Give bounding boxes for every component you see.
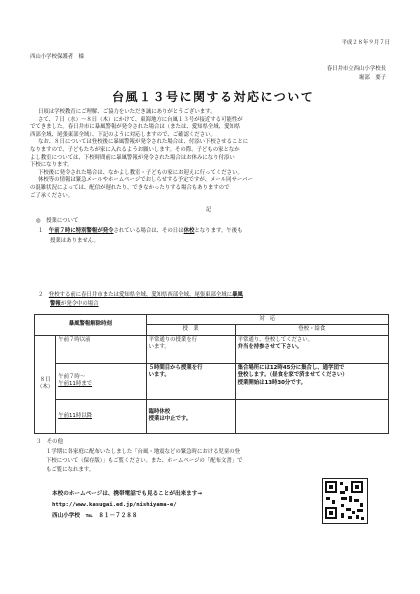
table-row-commute [235,363,388,399]
storm-text: 暴風 [232,292,243,298]
intro-line: 日頃は学校教育にご理解、ご協力をいただき誠にありがとうございます。 [38,109,216,115]
commute-line: 授業開始は13時30分です。 [237,379,307,386]
principal-name: 堀部 要子 [359,75,386,81]
table-row-time: 午前11時以降 [56,399,146,433]
table-header-time: 暴風警報解除時刻 [35,315,147,336]
intro-line: ご了承ください。 [30,192,74,199]
footer-mobile-note: 本校のホームページは、携帯電話でも見ることが出来ます→ [52,491,203,497]
class-line: ５時間目から授業を行 [148,364,203,371]
intro-line: なお、８日については登校後に暴風警報が発令された場合は、付添い下校させることに [38,139,249,146]
class-line: います。 [148,344,170,351]
intro-line: でてきました。春日井市に暴風警報が発令された場合は（または、愛知県全域、愛知県 [30,124,241,131]
section2-line2 [50,301,99,309]
item-end: となります。午後も [194,228,243,234]
table-row-time: 午前７時以前 [56,335,146,363]
footer-url[interactable]: http://www.kasugai.ed.jp/nishiyama-e/ [52,502,177,508]
section1-line2: 授業はありません。 [50,238,99,244]
intro-paragraph [30,109,253,200]
item-prefix: １ [38,228,49,234]
table-row-commute [235,335,388,363]
class-line: 授業は中止です。 [148,416,192,423]
intro-line: 下校になります。 [30,162,73,169]
footer-phone: 西山小学校 ℡ ８１－７２８８ [52,513,138,519]
section2-line2-text: が発令中の場合 [60,301,99,307]
intro-line: 西部全域、尾張東部全域）、下記のように対応しますので、ご確認ください。 [30,131,216,138]
time-line: 午前７時～ [58,373,86,380]
commute-line: 平常通り、登校してください。 [237,336,314,343]
intro-line: さて、７日（水）～８日（木）にかけて、東海地方に台風１３号が接近する可能性が [38,116,243,123]
section1-heading: ◎ 授業について [36,218,79,224]
table-row-class [146,399,235,433]
class-line: 平常通りの授業を行 [148,336,198,343]
section2-prefix: ２ [38,292,49,298]
section3-line: もご覧になれます。 [46,467,95,473]
intro-line: 休校等の情報は緊急メールやホームページでおしらせする予定ですが、メール同サーバー [38,177,253,184]
table-header-response: 対 応 [146,315,388,325]
day-label: ８日 [39,376,51,383]
page-title: 台風１３号に関する対応について [112,90,315,104]
section2-line1 [38,292,243,300]
intro-line: よし教室については、下校時間前に暴風警報が発令された場合はお休みになり付添い [30,154,235,161]
time-line: 午前11時まで [58,381,93,388]
table-subheader-class: 授 業 [146,325,235,335]
intro-line: なりますので、子どもたちが家に入れるようお願いします。その際、子どもの家となか [30,146,240,153]
table-row-commute-empty [235,399,388,433]
section1-item [38,228,242,236]
dow-label: （木） [37,384,54,391]
table-row-time [56,363,146,399]
qr-code-icon[interactable] [322,478,368,524]
item-mid: されている場合は、その日は [113,228,184,234]
school-name: 春日井市立西山小学校長 [326,66,386,72]
warning-text: 警報 [50,301,61,307]
section2-text: 登校する前に春日井市または愛知県全域、愛知県西部全域、尾張東部全域に [48,292,233,298]
class-line: います。 [148,372,170,379]
date: 平成２８年９月７日 [341,40,390,46]
section3-heading: ３ その他 [36,439,63,445]
special-warning-text: 午前７時に特別警報が発令 [48,228,114,234]
ki-marker: 記 [206,207,212,213]
section3-line: １学期に各家庭に配布いたしました「台風・地震などの緊急時における児童の登 [46,449,241,455]
closure-text: 休校 [183,228,195,234]
intro-line: の混雑状況によっては、配信が遅れたり、できなかったりする場合もありますので [30,184,230,191]
table-subheader-commute: 登校・給食 [235,325,388,335]
table-row-class [146,335,235,363]
section3-line: 下校について（保存版）」もご覧ください。また、ホームページの「配布文書」で [46,458,243,464]
commute-line: 登校します。（昼食を家で済ませてください） [237,372,348,379]
schedule-table [34,314,389,434]
table-day-cell [35,335,56,433]
intro-line: 下校後に発令された場合は、なかよし教室・子どもの家にお迎えに行ってください。 [38,169,243,176]
commute-line: 集合場所には12時45分に集合し、通学団で [237,364,345,371]
table-row-class [146,363,235,399]
class-line: 臨時休校 [148,408,171,415]
addressee: 西山小学校保護者 様 [30,54,84,60]
commute-line: 弁当を持参させて下さい。 [237,344,303,351]
